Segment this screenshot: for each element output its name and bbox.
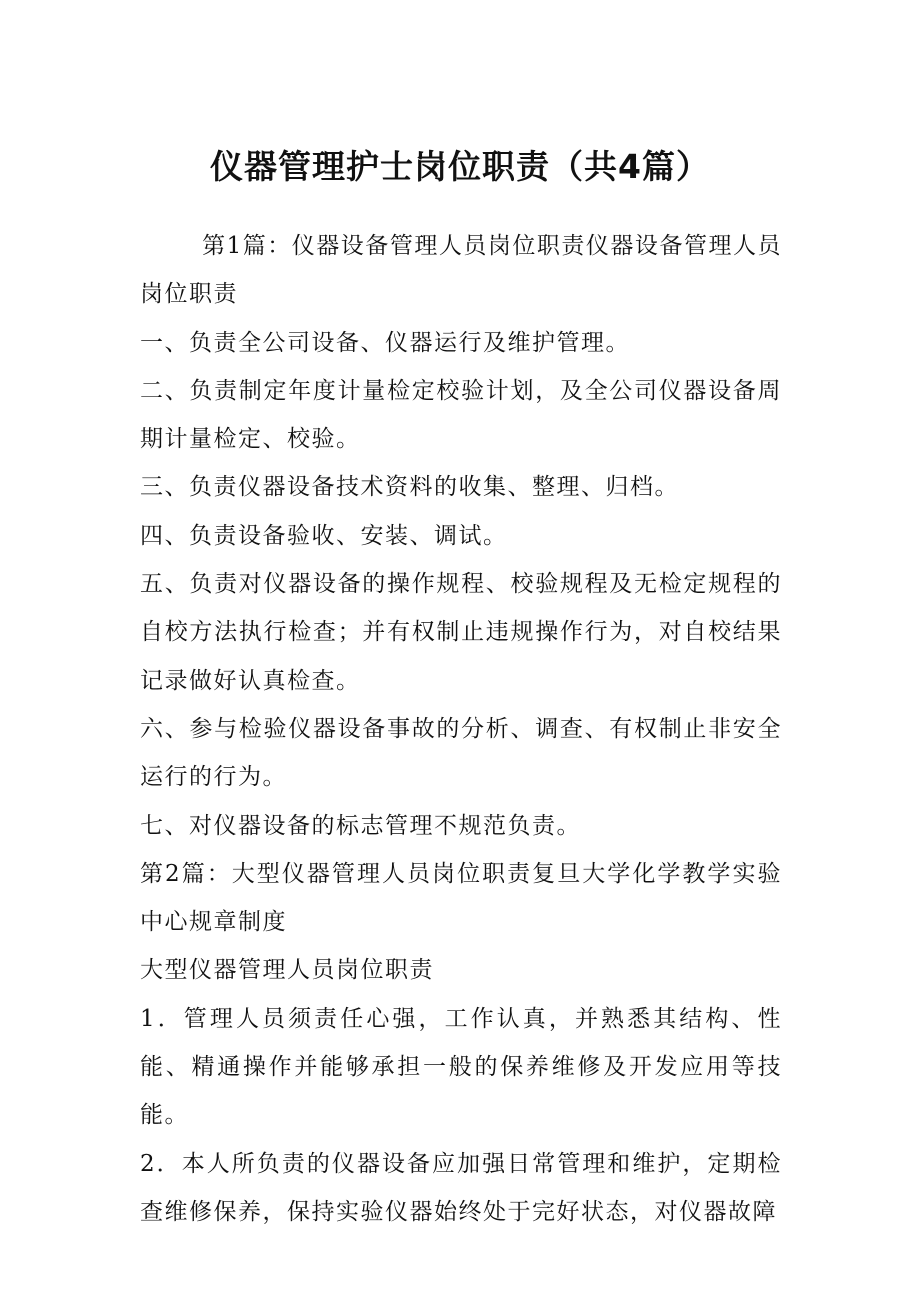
paragraph-rule-1: 1．管理人员须责任心强，工作认真，并熟悉其结构、性能、精通操作并能够承担一般的保养维修及开发应用等技能。 xyxy=(140,1005,782,1129)
document-title: 仪器管理护士岗位职责（共4篇） xyxy=(210,147,710,186)
paragraph-item-2: 二、负责制定年度计量检定校验计划，及全公司仪器设备周期计量检定、校验。 xyxy=(140,377,782,453)
paragraph-item-6: 六、参与检验仪器设备事故的分析、调查、有权制止非安全运行的行为。 xyxy=(140,715,782,791)
paragraph-item-7: 七、对仪器设备的标志管理不规范负责。 xyxy=(140,812,581,839)
paragraph-section-1-heading: 第1篇：仪器设备管理人员岗位职责仪器设备管理人员岗位职责 xyxy=(140,233,782,308)
paragraph-item-3: 三、负责仪器设备技术资料的收集、整理、归档。 xyxy=(140,474,679,501)
paragraph-rule-2: 2．本人所负责的仪器设备应加强日常管理和维护，定期检查维修保养，保持实验仪器始终处于完好状态，对仪器故障 xyxy=(140,1150,782,1225)
paragraph-item-4: 四、负责设备验收、安装、调试。 xyxy=(140,522,508,549)
paragraph-section-2-heading: 第2篇：大型仪器管理人员岗位职责复旦大学化学教学实验中心规章制度 xyxy=(140,860,782,936)
paragraph-item-5: 五、负责对仪器设备的操作规程、校验规程及无检定规程的自校方法执行检查；并有权制止违规操作行为，对自校结果记录做好认真检查。 xyxy=(140,571,782,694)
document-body xyxy=(140,222,782,1236)
paragraph-item-1: 一、负责全公司设备、仪器运行及维护管理。 xyxy=(140,329,630,356)
paragraph-subheading: 大型仪器管理人员岗位职责 xyxy=(140,957,434,984)
